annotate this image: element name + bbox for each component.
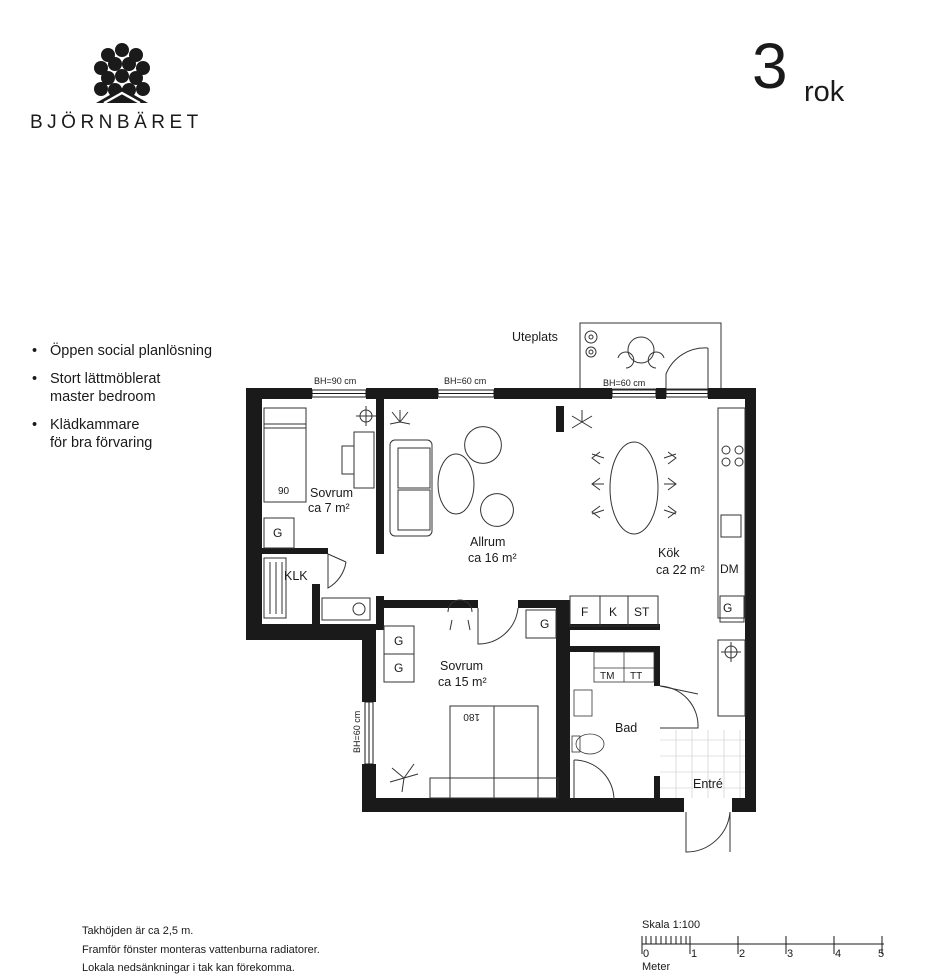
scale-tick-label: 1 — [691, 948, 698, 960]
room-count-unit: rok — [804, 76, 845, 108]
footnote: Lokala nedsänkningar i tak kan förekomma. — [82, 962, 295, 974]
scale-unit: Meter — [642, 961, 671, 973]
feature-line: för bra förvaring — [50, 435, 153, 451]
wardrobe-label: G — [273, 526, 283, 540]
wardrobe-label: G — [394, 661, 404, 675]
window-height-label: BH=60 cm — [352, 710, 362, 753]
brand-name: BJÖRNBÄRET — [30, 112, 203, 133]
room-label-entre: Entré — [693, 777, 723, 791]
room-count: 3 — [752, 30, 788, 102]
wardrobe-label: G — [723, 601, 733, 615]
patio-label: Uteplats — [512, 330, 558, 344]
freezer-label: K — [609, 605, 618, 619]
feature-line: master bedroom — [50, 389, 156, 405]
wardrobe-label: G — [540, 617, 550, 631]
window-height-label: BH=90 cm — [314, 376, 357, 386]
bed-width-label: 180 — [463, 711, 480, 722]
room-label-kok: Kök — [658, 546, 680, 560]
footnote: Takhöjden är ca 2,5 m. — [82, 925, 194, 937]
room-label-sovrum-master: Sovrum — [440, 659, 484, 673]
living-room-furniture — [390, 427, 513, 536]
fridge-label: F — [581, 605, 589, 619]
room-label-bad: Bad — [615, 721, 638, 735]
windows — [312, 390, 708, 764]
storage-label: ST — [634, 605, 650, 619]
feature-line: Stort lättmöblerat — [50, 371, 161, 387]
footnotes — [82, 922, 320, 978]
bed-width-label: 90 — [278, 486, 290, 497]
room-area-sovrum-small: ca 7 m² — [308, 501, 350, 515]
scale-tick-label: 2 — [739, 948, 746, 960]
room-area-kok: ca 22 m² — [656, 563, 705, 577]
plant-icon — [356, 406, 741, 792]
feature-item: • Öppen social planlösning — [32, 342, 262, 360]
scale-tick-label: 5 — [878, 948, 885, 960]
room-label-sovrum-small: Sovrum — [310, 486, 354, 500]
washer-label: TM — [600, 671, 615, 682]
feature-line: Klädkammare — [50, 417, 140, 433]
dryer-label: TT — [630, 671, 643, 682]
dishwasher-label: DM — [720, 562, 739, 576]
window-height-label: BH=60 cm — [444, 376, 487, 386]
room-label-allrum: Allrum — [470, 535, 506, 549]
scale-tick-label: 3 — [787, 948, 794, 960]
wardrobe-label: G — [394, 634, 404, 648]
window-height-label: BH=60 cm — [603, 378, 646, 388]
master-bedroom-furniture — [384, 600, 558, 798]
patio — [580, 323, 721, 389]
scale-title: Skala 1:100 — [642, 919, 701, 931]
footnote: Framför fönster monteras vattenburna radiatorer. — [82, 943, 320, 956]
room-area-allrum: ca 16 m² — [468, 551, 517, 565]
room-area-sovrum-master: ca 15 m² — [438, 675, 487, 689]
scale-tick-label: 0 — [643, 948, 650, 960]
scale-bar — [642, 936, 884, 954]
room-label-klk: KLK — [284, 569, 308, 583]
scale-tick-label: 4 — [835, 948, 842, 960]
